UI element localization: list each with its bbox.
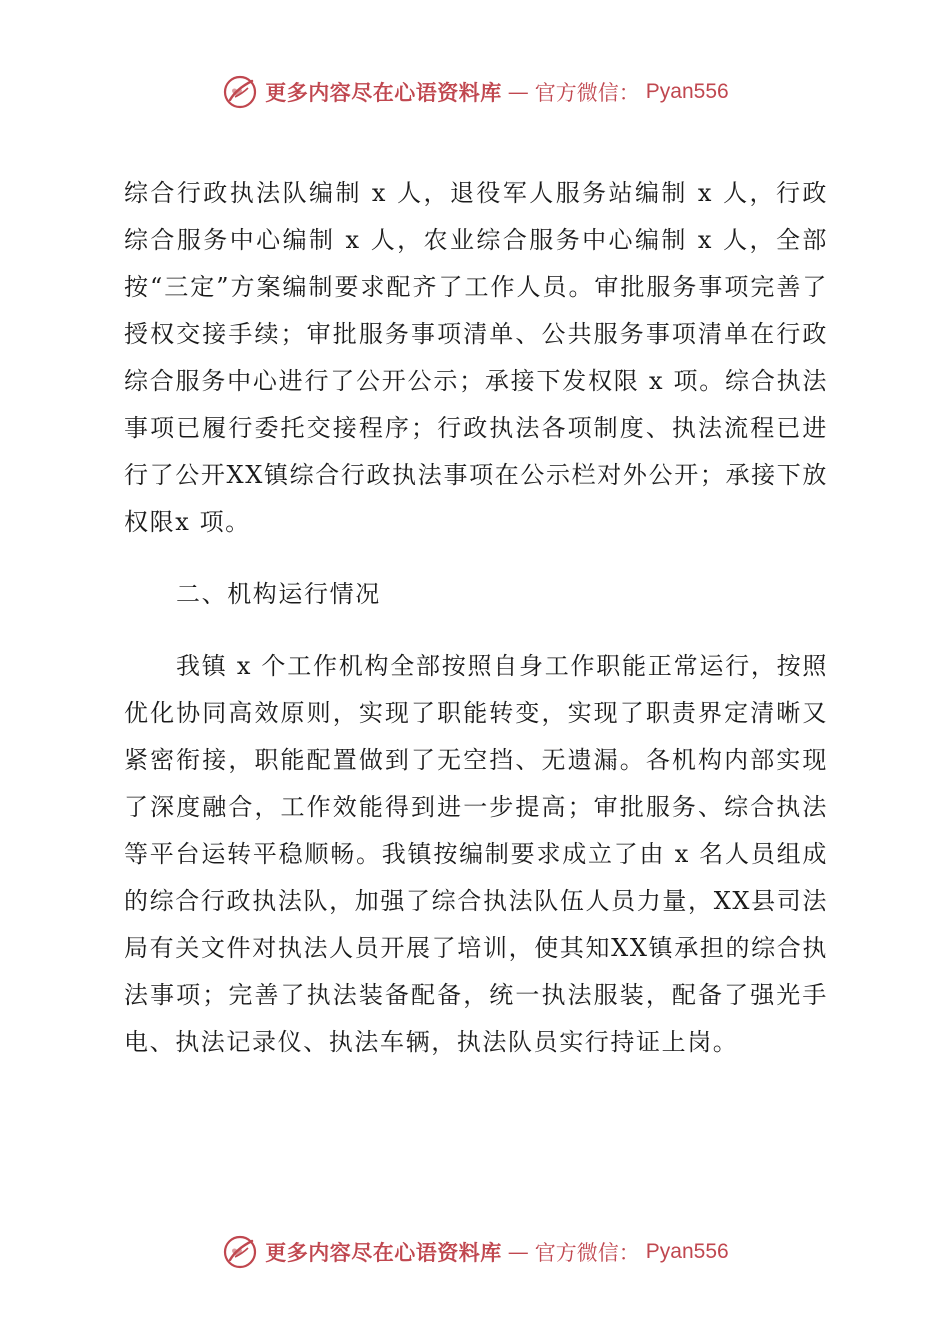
watermark-wechat-label: 官方微信：: [534, 81, 640, 105]
header-watermark: [0, 70, 950, 114]
section-heading: 二、机构运行情况: [176, 580, 381, 608]
paragraph-institution-operation: 我镇 x 个工作机构全部按照自身工作职能正常运行，按照优化协同高效原则，实现了职能转变，实现了职责界定清晰又紧密衔接，职能配置做到了无空挡、无遗漏。各机构内部实现了深度融合，工作效能得到进一步提高；审批服务、综合执法等平台运转平稳顺畅。我镇按编制要求成立了由 x 名人员组成的综合行政执法队，加强了综合执法队伍人员力量，XX县司法局有关文件对执法人员开展了培训，使其知XX镇承担的综合执法事项；完善了执法装备配备，统一执法服装，配备了强光手电、执法记录仪、执法车辆，执法队员实行持证上岗。: [124, 652, 828, 1056]
watermark-brand-text: 更多内容尽在心语资料库: [265, 1240, 502, 1265]
watermark-handle: Pyan556: [645, 1240, 729, 1263]
quill-heart-logo-icon: [221, 73, 259, 111]
document-body: [124, 170, 828, 1066]
quill-heart-logo-icon: [221, 1233, 259, 1271]
watermark-wechat-label: 官方微信：: [534, 1241, 640, 1265]
watermark-separator: —: [507, 80, 529, 104]
watermark-separator: —: [507, 1240, 529, 1264]
footer-watermark: [0, 1230, 950, 1274]
paragraph-continuation: 综合行政执法队编制 x 人，退役军人服务站编制 x 人，行政综合服务中心编制 x 人，农业综合服务中心编制 x 人，全部按“三定”方案编制要求配齐了工作人员。审批服务事项完善了授权交接手续；审批服务事项清单、公共服务事项清单在行政综合服务中心进行了公开公示；承接下发权限 x 项。综合执法事项已履行委托交接程序；行政执法各项制度、执法流程已进行了公开XX镇综合行政执法事项在公示栏对外公开；承接下放权限x 项。: [124, 179, 828, 536]
watermark-handle: Pyan556: [645, 80, 729, 103]
watermark-brand-text: 更多内容尽在心语资料库: [265, 80, 502, 105]
